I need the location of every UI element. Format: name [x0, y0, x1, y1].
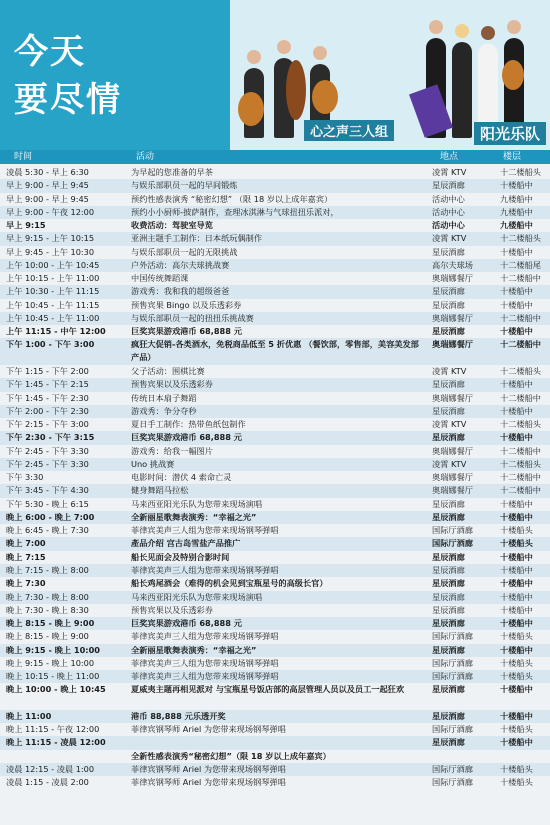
row-floor: 十楼船中 [500, 326, 533, 337]
row-activity: 菲律宾钢琴师 Ariel 为您带来现场钢琴弹唱 [131, 777, 286, 788]
table-row [0, 378, 550, 391]
row-activity: 与娱乐部职员一起的早间锻炼 [131, 180, 238, 191]
table-row [0, 232, 550, 245]
row-floor: 十二楼船中 [500, 392, 541, 403]
row-floor: 十楼船中 [500, 710, 533, 721]
group2-caption: 阳光乐队 [474, 122, 546, 145]
row-time: 早上 9:00 - 午夜 12:00 [6, 206, 95, 217]
table-row [0, 431, 550, 444]
row-time: 下午 1:45 - 下午 2:15 [6, 379, 89, 390]
row-time: 晚上 7:30 - 晚上 8:30 [6, 604, 89, 615]
table-row [0, 445, 550, 458]
row-activity: 预售宾果以及乐透彩券 [131, 379, 213, 390]
row-activity: 传统日本扇子舞蹈 [131, 392, 197, 403]
row-floor: 十楼船头 [500, 631, 533, 642]
row-location: 星辰酒廊 [432, 737, 465, 748]
row-floor: 十楼船中 [500, 564, 533, 575]
row-activity: 为早起的您准备的早茶 [131, 167, 213, 177]
row-floor: 十二楼船中 [500, 339, 541, 350]
table-row [0, 524, 550, 537]
row-floor: 十楼船中 [500, 511, 533, 522]
group1-caption: 心之声三人组 [304, 120, 394, 141]
row-activity: 游戏秀：争分夺秒 [131, 405, 197, 416]
row-floor: 十二楼船头 [500, 233, 541, 244]
row-time: 晚上 11:15 - 午夜 12:00 [6, 724, 100, 735]
guitar-graphic [502, 60, 524, 90]
row-location: 星辰酒廊 [432, 644, 465, 655]
row-activity: 菲律宾钢琴师 Ariel 为您带来现场钢琴弹唱 [131, 724, 286, 735]
row-floor: 十楼船头 [500, 538, 533, 549]
row-time: 早上 9:00 - 早上 9:45 [6, 193, 89, 204]
row-floor: 十楼船中 [500, 591, 533, 602]
row-activity: 全新性感表演秀“秘密幻想”（限 18 岁以上成年嘉宾） [131, 750, 331, 761]
table-row [0, 683, 550, 710]
table-row [0, 193, 550, 206]
table-row [0, 564, 550, 577]
row-activity: 夏威夷主题再相见派对 与宝瓶星号饭店部的高层管理人员以及员工一起狂欢 [131, 684, 405, 695]
row-floor: 十楼船中 [500, 180, 533, 191]
keyboard-graphic [409, 84, 453, 137]
row-time: 下午 2:45 - 下午 3:30 [6, 445, 89, 456]
row-location: 国际厅酒廊 [432, 631, 473, 642]
row-activity: 船长鸡尾酒会（难得的机会见到宝瓶星号的高级长官） [131, 578, 328, 589]
row-time: 下午 2:15 - 下午 3:00 [6, 419, 89, 430]
row-floor: 十二楼船中 [500, 312, 541, 323]
row-activity: 游戏秀：我和我的超级爸爸 [131, 286, 230, 297]
row-activity: 全新丽星歌舞表演秀：“幸福之光” [131, 644, 257, 655]
row-floor: 十二楼船头 [500, 366, 541, 376]
row-location: 星辰酒廊 [432, 551, 465, 562]
row-location: 星辰酒廊 [432, 286, 465, 297]
row-location: 活动中心 [432, 220, 465, 231]
table-row [0, 750, 550, 763]
table-row [0, 644, 550, 657]
performer-head [481, 26, 495, 40]
table-row [0, 246, 550, 259]
table-row [0, 405, 550, 418]
row-time: 晚上 6:00 - 晚上 7:00 [6, 511, 95, 522]
table-row [0, 166, 550, 179]
row-location: 高尔夫球场 [432, 259, 473, 270]
row-time: 下午 2:45 - 下午 3:30 [6, 458, 89, 469]
row-location: 星辰酒廊 [432, 405, 465, 416]
row-activity: 游戏秀：给我一幅图片 [131, 445, 213, 456]
table-row [0, 312, 550, 325]
row-activity: 巨奖宾果游戏港币 68,888 元 [131, 326, 242, 337]
guitar-graphic [238, 92, 264, 126]
performer-figure [452, 42, 472, 138]
row-time: 上午 11:15 - 中午 12:00 [6, 326, 106, 337]
table-row [0, 471, 550, 484]
row-time: 早上 9:15 [6, 220, 46, 231]
row-activity: 產品介绍 宫古岛雪盐产品推广 [131, 538, 241, 549]
row-activity: 与娱乐部职员一起的无限挑战 [131, 246, 238, 257]
row-location: 星辰酒廊 [432, 379, 465, 390]
column-header-activity: 活动 [136, 152, 155, 162]
row-location: 凌霄 KTV [432, 167, 467, 177]
table-row [0, 458, 550, 471]
row-activity: 菲律宾美声三人组为您带来现场钢琴弹唱 [131, 525, 279, 536]
header-banner [0, 0, 550, 150]
row-floor: 十二楼船尾 [500, 259, 541, 270]
row-floor: 十楼船中 [500, 246, 533, 257]
table-row [0, 617, 550, 630]
row-location: 凌霄 KTV [432, 366, 467, 376]
row-floor: 十二楼船头 [500, 167, 541, 177]
row-location: 奥瑞娜餐厅 [432, 392, 473, 403]
row-time: 早上 9:15 - 上午 10:15 [6, 233, 95, 244]
row-time: 晚上 11:15 - 凌晨 12:00 [6, 737, 106, 748]
row-time: 下午 3:45 - 下午 4:30 [6, 485, 89, 496]
row-activity: 户外活动：高尔夫球挑战赛 [131, 259, 230, 270]
row-floor: 九楼船中 [500, 206, 533, 217]
row-floor: 十二楼船中 [500, 472, 541, 483]
row-location: 奥瑞娜餐厅 [432, 339, 473, 350]
performer-head [277, 40, 291, 54]
row-location: 星辰酒廊 [432, 299, 465, 310]
row-floor: 十楼船中 [500, 578, 533, 589]
row-activity: 电影时间：潜伏 4 索命亡灵 [131, 472, 232, 483]
row-activity: 疯狂大促销-各类酒水，免税商品低至 5 折优惠 （餐饮部，零售部，美容美发部产品） [131, 339, 419, 363]
row-time: 早上 9:45 - 上午 10:30 [6, 246, 95, 257]
row-location: 国际厅酒廊 [432, 657, 473, 668]
row-time: 上午 10:45 - 上午 11:00 [6, 312, 100, 323]
row-activity: 菲律宾美声三人组为您带来现场钢琴弹唱 [131, 671, 279, 682]
row-time: 凌晨 12:15 - 凌晨 1:00 [6, 763, 95, 774]
row-floor: 十楼船中 [500, 604, 533, 615]
performer-head [507, 20, 521, 34]
row-location: 奥瑞娜餐厅 [432, 273, 473, 284]
row-time: 晚上 7:30 - 晚上 8:00 [6, 591, 89, 602]
row-location: 星辰酒廊 [432, 180, 465, 191]
row-location: 奥瑞娜餐厅 [432, 472, 473, 483]
row-location: 国际厅酒廊 [432, 724, 473, 735]
row-activity: 预售宾果 Bingo 以及乐透彩券 [131, 299, 242, 310]
row-location: 星辰酒廊 [432, 591, 465, 602]
row-time: 晚上 9:15 - 晚上 10:00 [6, 657, 95, 668]
row-floor: 十楼船头 [500, 763, 533, 774]
table-row [0, 577, 550, 590]
row-time: 上午 10:30 - 上午 11:15 [6, 286, 100, 297]
row-activity: 亚洲主题手工制作：日本纸玩偶制作 [131, 233, 263, 244]
performer-head [455, 24, 469, 38]
row-activity: 菲律宾美声三人组为您带来现场钢琴弹唱 [131, 631, 279, 642]
row-activity: 父子活动：围棋比赛 [131, 366, 205, 376]
row-floor: 十二楼船中 [500, 485, 541, 496]
row-time: 凌晨 5:30 - 早上 6:30 [6, 167, 89, 177]
row-floor: 十楼船中 [500, 737, 533, 748]
table-row [0, 272, 550, 285]
table-row [0, 179, 550, 192]
table-row [0, 776, 550, 789]
row-activity: 预约小小厨师-披萨制作，查理冰淇淋与气球扭扭乐派对， [131, 206, 339, 217]
guitar-graphic [312, 80, 338, 114]
column-header-floor: 楼层 [503, 152, 522, 162]
row-time: 上午 10:45 - 上午 11:15 [6, 299, 100, 310]
row-activity: 菲律宾美声三人组为您带来现场钢琴弹唱 [131, 657, 279, 668]
row-time: 晚上 7:15 - 晚上 8:00 [6, 564, 89, 575]
row-location: 星辰酒廊 [432, 604, 465, 615]
row-activity: 健身舞蹈马拉松 [131, 485, 189, 496]
row-floor: 九楼船中 [500, 193, 533, 204]
title-line-2: 要尽情 [14, 80, 122, 120]
row-activity: 马来西亚阳光乐队为您带来现场演唱 [131, 591, 263, 602]
row-floor: 十楼船中 [500, 379, 533, 390]
row-location: 星辰酒廊 [432, 564, 465, 575]
row-time: 晚上 9:15 - 晚上 10:00 [6, 644, 100, 655]
table-row [0, 537, 550, 550]
row-activity: Uno 挑战赛 [131, 458, 175, 469]
performer-head [247, 50, 261, 64]
table-row [0, 710, 550, 723]
row-floor: 十楼船中 [500, 498, 533, 509]
table-row [0, 723, 550, 736]
row-location: 活动中心 [432, 193, 465, 204]
table-row [0, 219, 550, 232]
row-time: 晚上 7:15 [6, 551, 46, 562]
row-floor: 十楼船中 [500, 684, 533, 695]
table-row [0, 498, 550, 511]
row-floor: 十楼船头 [500, 777, 533, 788]
row-activity: 港币 88,888 元乐透开奖 [131, 710, 226, 721]
row-location: 凌霄 KTV [432, 233, 467, 244]
row-location: 星辰酒廊 [432, 432, 465, 443]
row-location: 星辰酒廊 [432, 511, 465, 522]
double-bass-graphic [286, 60, 306, 120]
row-time: 晚上 10:15 - 晚上 11:00 [6, 671, 100, 682]
row-location: 奥瑞娜餐厅 [432, 485, 473, 496]
table-row [0, 551, 550, 564]
row-location: 国际厅酒廊 [432, 538, 473, 549]
row-activity: 巨奖宾果游戏港币 68,888 元 [131, 432, 242, 443]
row-location: 奥瑞娜餐厅 [432, 445, 473, 456]
row-floor: 十楼船中 [500, 286, 533, 297]
table-row [0, 763, 550, 776]
table-row [0, 206, 550, 219]
row-time: 晚上 8:15 - 晚上 9:00 [6, 618, 95, 629]
row-floor: 十楼船中 [500, 405, 533, 416]
row-floor: 十二楼船头 [500, 419, 541, 430]
row-time: 上午 10:00 - 上午 10:45 [6, 259, 100, 270]
row-location: 星辰酒廊 [432, 618, 465, 629]
row-activity: 预约性感表演秀 “秘密幻想” （限 18 岁以上成年嘉宾） [131, 193, 333, 204]
row-activity: 马来西亚阳光乐队为您带来现场演唱 [131, 498, 263, 509]
row-time: 下午 3:30 [6, 472, 44, 483]
row-floor: 十楼船中 [500, 432, 533, 443]
row-floor: 十二楼船头 [500, 458, 541, 469]
row-time: 下午 1:15 - 下午 2:00 [6, 366, 89, 376]
table-row [0, 484, 550, 497]
column-header-time: 时间 [14, 152, 33, 162]
row-floor: 十楼船头 [500, 724, 533, 735]
table-row [0, 392, 550, 405]
table-row [0, 670, 550, 683]
page-title [14, 28, 122, 124]
performers-photo [230, 0, 550, 150]
row-floor: 十楼船中 [500, 551, 533, 562]
row-floor: 十楼船头 [500, 525, 533, 536]
row-location: 国际厅酒廊 [432, 777, 473, 788]
row-location: 凌霄 KTV [432, 458, 467, 469]
row-time: 晚上 11:00 [6, 710, 52, 721]
row-location: 星辰酒廊 [432, 498, 465, 509]
row-location: 凌霄 KTV [432, 419, 467, 430]
table-row [0, 630, 550, 643]
row-location: 国际厅酒廊 [432, 525, 473, 536]
row-location: 国际厅酒廊 [432, 671, 473, 682]
row-activity: 菲律宾美声三人组为您带来现场钢琴弹唱 [131, 564, 279, 575]
row-activity: 全新丽星歌舞表演秀：“幸福之光” [131, 511, 257, 522]
row-time: 晚上 7:30 [6, 578, 46, 589]
table-row [0, 299, 550, 312]
row-floor: 十楼船头 [500, 657, 533, 668]
row-time: 晚上 7:00 [6, 538, 46, 549]
schedule-table [0, 166, 550, 790]
table-header [0, 150, 550, 164]
row-location: 国际厅酒廊 [432, 763, 473, 774]
table-row [0, 285, 550, 298]
row-location: 活动中心 [432, 206, 465, 217]
row-activity: 预售宾果以及乐透彩券 [131, 604, 213, 615]
row-time: 下午 1:45 - 下午 2:30 [6, 392, 89, 403]
row-time: 晚上 10:00 - 晚上 10:45 [6, 684, 106, 695]
row-time: 晚上 8:15 - 晚上 9:00 [6, 631, 89, 642]
row-activity: 巨奖宾果游戏港币 68,888 元 [131, 618, 242, 629]
table-row [0, 591, 550, 604]
performer-head [313, 46, 327, 60]
row-time: 上午 10:15 - 上午 11:00 [6, 273, 100, 284]
row-time: 下午 1:00 - 下午 3:00 [6, 339, 95, 350]
table-row [0, 657, 550, 670]
row-location: 奥瑞娜餐厅 [432, 312, 473, 323]
title-line-1: 今天 [14, 32, 86, 72]
table-row [0, 418, 550, 431]
row-activity: 收费活动：驾驶室导览 [131, 220, 213, 231]
table-row [0, 511, 550, 524]
row-location: 星辰酒廊 [432, 710, 465, 721]
table-row [0, 259, 550, 272]
table-row [0, 736, 550, 749]
row-time: 下午 2:00 - 下午 2:30 [6, 405, 89, 416]
table-row [0, 338, 550, 365]
row-time: 凌晨 1:15 - 凌晨 2:00 [6, 777, 89, 788]
row-floor: 九楼船中 [500, 220, 533, 231]
row-floor: 十楼船中 [500, 644, 533, 655]
row-location: 星辰酒廊 [432, 246, 465, 257]
table-row [0, 604, 550, 617]
column-header-location: 地点 [440, 152, 459, 162]
row-time: 下午 2:30 - 下午 3:15 [6, 432, 95, 443]
row-floor: 十楼船中 [500, 299, 533, 310]
row-activity: 与娱乐部职员一起的扭扭乐挑战赛 [131, 312, 254, 323]
row-activity: 中国传统舞蹈课 [131, 273, 189, 284]
row-activity: 夏日手工制作：热带鱼纸包制作 [131, 419, 246, 430]
row-floor: 十二楼船中 [500, 273, 541, 284]
performer-head [429, 20, 443, 34]
row-activity: 菲律宾钢琴师 Ariel 为您带来现场钢琴弹唱 [131, 763, 286, 774]
row-time: 晚上 6:45 - 晚上 7:30 [6, 525, 89, 536]
row-time: 下午 5:30 - 晚上 6:15 [6, 498, 89, 509]
row-time: 早上 9:00 - 早上 9:45 [6, 180, 89, 191]
table-row [0, 325, 550, 338]
row-activity: 船长见面会及特别合影时间 [131, 551, 230, 562]
row-floor: 十楼船头 [500, 671, 533, 682]
row-floor: 十楼船中 [500, 618, 533, 629]
row-floor: 十二楼船中 [500, 445, 541, 456]
row-location: 星辰酒廊 [432, 578, 465, 589]
row-location: 星辰酒廊 [432, 684, 465, 695]
table-row [0, 365, 550, 378]
row-location: 星辰酒廊 [432, 326, 465, 337]
